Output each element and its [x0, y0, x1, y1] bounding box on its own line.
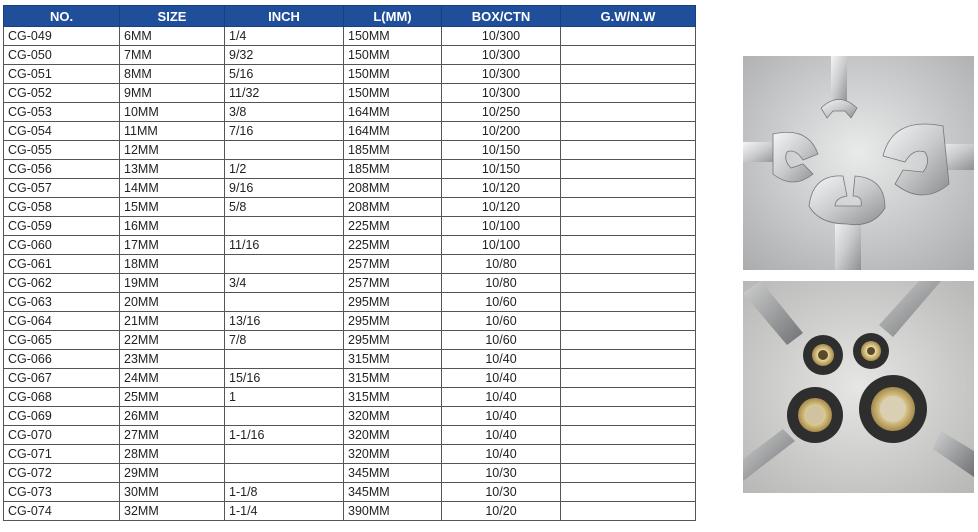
table-body: [4, 27, 696, 521]
cell-inch: 9/32: [225, 46, 344, 65]
header-length: L(MM): [344, 6, 442, 27]
cell-length: 295MM: [344, 293, 442, 312]
cell-length: 225MM: [344, 217, 442, 236]
cell-weight: [561, 483, 696, 502]
cell-box-ctn: 10/150: [442, 141, 561, 160]
table-row: [4, 179, 696, 198]
cell-weight: [561, 312, 696, 331]
cell-inch: [225, 350, 344, 369]
cell-size: 28MM: [120, 445, 225, 464]
cell-size: 18MM: [120, 255, 225, 274]
cell-length: 390MM: [344, 502, 442, 521]
cell-weight: [561, 217, 696, 236]
cell-inch: [225, 255, 344, 274]
cell-box-ctn: 10/150: [442, 160, 561, 179]
cell-no: CG-061: [4, 255, 120, 274]
cell-weight: [561, 122, 696, 141]
table-row: [4, 198, 696, 217]
cell-size: 14MM: [120, 179, 225, 198]
cell-size: 29MM: [120, 464, 225, 483]
cell-no: CG-074: [4, 502, 120, 521]
cell-box-ctn: 10/120: [442, 179, 561, 198]
cell-no: CG-051: [4, 65, 120, 84]
cell-no: CG-065: [4, 331, 120, 350]
table-row: [4, 502, 696, 521]
table-row: [4, 464, 696, 483]
cell-inch: [225, 293, 344, 312]
table-row: [4, 160, 696, 179]
cell-box-ctn: 10/300: [442, 84, 561, 103]
cell-weight: [561, 46, 696, 65]
cell-no: CG-072: [4, 464, 120, 483]
cell-inch: [225, 464, 344, 483]
table-row: [4, 27, 696, 46]
cell-no: CG-057: [4, 179, 120, 198]
cell-size: 6MM: [120, 27, 225, 46]
cell-size: 21MM: [120, 312, 225, 331]
cell-box-ctn: 10/30: [442, 483, 561, 502]
cell-no: CG-070: [4, 426, 120, 445]
cell-length: 345MM: [344, 464, 442, 483]
cell-inch: 7/8: [225, 331, 344, 350]
cell-length: 150MM: [344, 27, 442, 46]
cell-size: 7MM: [120, 46, 225, 65]
table-row: [4, 445, 696, 464]
cell-length: 225MM: [344, 236, 442, 255]
cell-box-ctn: 10/100: [442, 217, 561, 236]
cell-weight: [561, 369, 696, 388]
table-header-row: [4, 6, 696, 27]
cell-no: CG-068: [4, 388, 120, 407]
cell-inch: 9/16: [225, 179, 344, 198]
table-row: [4, 407, 696, 426]
cell-no: CG-050: [4, 46, 120, 65]
cell-weight: [561, 236, 696, 255]
cell-no: CG-059: [4, 217, 120, 236]
cell-inch: 1-1/16: [225, 426, 344, 445]
cell-weight: [561, 426, 696, 445]
header-inch: INCH: [225, 6, 344, 27]
cell-size: 12MM: [120, 141, 225, 160]
cell-inch: [225, 445, 344, 464]
cell-length: 185MM: [344, 141, 442, 160]
cell-size: 13MM: [120, 160, 225, 179]
cell-inch: 13/16: [225, 312, 344, 331]
cell-no: CG-060: [4, 236, 120, 255]
cell-weight: [561, 388, 696, 407]
cell-weight: [561, 293, 696, 312]
cell-size: 26MM: [120, 407, 225, 426]
cell-length: 320MM: [344, 407, 442, 426]
cell-box-ctn: 10/40: [442, 426, 561, 445]
cell-size: 23MM: [120, 350, 225, 369]
cell-weight: [561, 350, 696, 369]
cell-no: CG-067: [4, 369, 120, 388]
cell-no: CG-066: [4, 350, 120, 369]
cell-weight: [561, 198, 696, 217]
cell-weight: [561, 84, 696, 103]
cell-no: CG-071: [4, 445, 120, 464]
cell-weight: [561, 502, 696, 521]
cell-inch: 3/4: [225, 274, 344, 293]
table-row: [4, 217, 696, 236]
cell-length: 150MM: [344, 84, 442, 103]
cell-weight: [561, 179, 696, 198]
cell-no: CG-052: [4, 84, 120, 103]
table-row: [4, 426, 696, 445]
cell-length: 320MM: [344, 426, 442, 445]
cell-length: 295MM: [344, 331, 442, 350]
cell-weight: [561, 445, 696, 464]
cell-inch: 1/2: [225, 160, 344, 179]
cell-length: 208MM: [344, 198, 442, 217]
table-row: [4, 331, 696, 350]
cell-length: 320MM: [344, 445, 442, 464]
table-row: [4, 65, 696, 84]
cell-size: 30MM: [120, 483, 225, 502]
cell-inch: 11/32: [225, 84, 344, 103]
cell-size: 8MM: [120, 65, 225, 84]
table-row: [4, 141, 696, 160]
header-weight: G.W/N.W: [561, 6, 696, 27]
table-row: [4, 84, 696, 103]
cell-size: 20MM: [120, 293, 225, 312]
cell-weight: [561, 407, 696, 426]
table-row: [4, 255, 696, 274]
cell-inch: 1-1/8: [225, 483, 344, 502]
table-row: [4, 293, 696, 312]
cell-box-ctn: 10/250: [442, 103, 561, 122]
table-row: [4, 369, 696, 388]
cell-size: 11MM: [120, 122, 225, 141]
cell-box-ctn: 10/80: [442, 274, 561, 293]
cell-box-ctn: 10/300: [442, 27, 561, 46]
cell-weight: [561, 464, 696, 483]
spec-table: [3, 5, 696, 521]
cell-inch: 7/16: [225, 122, 344, 141]
cell-size: 9MM: [120, 84, 225, 103]
cell-box-ctn: 10/300: [442, 65, 561, 84]
cell-box-ctn: 10/60: [442, 331, 561, 350]
header-box-ctn: BOX/CTN: [442, 6, 561, 27]
cell-weight: [561, 141, 696, 160]
cell-length: 185MM: [344, 160, 442, 179]
cell-size: 17MM: [120, 236, 225, 255]
cell-length: 164MM: [344, 122, 442, 141]
cell-inch: 5/16: [225, 65, 344, 84]
cell-box-ctn: 10/40: [442, 407, 561, 426]
table-row: [4, 103, 696, 122]
cell-length: 150MM: [344, 46, 442, 65]
cell-size: 27MM: [120, 426, 225, 445]
cell-size: 25MM: [120, 388, 225, 407]
table-row: [4, 312, 696, 331]
table-row: [4, 274, 696, 293]
cell-size: 22MM: [120, 331, 225, 350]
table-row: [4, 483, 696, 502]
cell-no: CG-055: [4, 141, 120, 160]
cell-size: 10MM: [120, 103, 225, 122]
cell-inch: 15/16: [225, 369, 344, 388]
table-row: [4, 122, 696, 141]
cell-weight: [561, 65, 696, 84]
ratchet-wrench-photo: [743, 281, 974, 493]
cell-no: CG-049: [4, 27, 120, 46]
cell-no: CG-064: [4, 312, 120, 331]
table-row: [4, 236, 696, 255]
cell-size: 19MM: [120, 274, 225, 293]
cell-no: CG-069: [4, 407, 120, 426]
cell-length: 257MM: [344, 255, 442, 274]
cell-inch: 1: [225, 388, 344, 407]
cell-box-ctn: 10/40: [442, 369, 561, 388]
cell-weight: [561, 27, 696, 46]
cell-box-ctn: 10/80: [442, 255, 561, 274]
cell-no: CG-058: [4, 198, 120, 217]
table-row: [4, 350, 696, 369]
cell-length: 315MM: [344, 369, 442, 388]
cell-weight: [561, 331, 696, 350]
cell-weight: [561, 160, 696, 179]
cell-inch: 3/8: [225, 103, 344, 122]
table-row: [4, 388, 696, 407]
open-end-wrench-photo: [743, 56, 974, 270]
cell-inch: 5/8: [225, 198, 344, 217]
cell-no: CG-056: [4, 160, 120, 179]
cell-box-ctn: 10/200: [442, 122, 561, 141]
cell-inch: 1/4: [225, 27, 344, 46]
cell-inch: [225, 407, 344, 426]
header-size: SIZE: [120, 6, 225, 27]
cell-inch: 1-1/4: [225, 502, 344, 521]
cell-no: CG-073: [4, 483, 120, 502]
cell-no: CG-054: [4, 122, 120, 141]
cell-box-ctn: 10/60: [442, 293, 561, 312]
cell-weight: [561, 274, 696, 293]
cell-length: 164MM: [344, 103, 442, 122]
cell-size: 32MM: [120, 502, 225, 521]
cell-length: 257MM: [344, 274, 442, 293]
cell-no: CG-063: [4, 293, 120, 312]
cell-box-ctn: 10/120: [442, 198, 561, 217]
cell-weight: [561, 103, 696, 122]
cell-no: CG-053: [4, 103, 120, 122]
cell-inch: 11/16: [225, 236, 344, 255]
cell-box-ctn: 10/60: [442, 312, 561, 331]
cell-length: 315MM: [344, 350, 442, 369]
cell-inch: [225, 141, 344, 160]
header-no: NO.: [4, 6, 120, 27]
cell-box-ctn: 10/20: [442, 502, 561, 521]
cell-length: 315MM: [344, 388, 442, 407]
cell-weight: [561, 255, 696, 274]
cell-box-ctn: 10/40: [442, 388, 561, 407]
cell-inch: [225, 217, 344, 236]
cell-length: 208MM: [344, 179, 442, 198]
table-row: [4, 46, 696, 65]
cell-box-ctn: 10/30: [442, 464, 561, 483]
cell-no: CG-062: [4, 274, 120, 293]
cell-length: 295MM: [344, 312, 442, 331]
cell-box-ctn: 10/100: [442, 236, 561, 255]
cell-length: 150MM: [344, 65, 442, 84]
cell-length: 345MM: [344, 483, 442, 502]
cell-size: 24MM: [120, 369, 225, 388]
cell-box-ctn: 10/40: [442, 350, 561, 369]
cell-size: 15MM: [120, 198, 225, 217]
cell-box-ctn: 10/300: [442, 46, 561, 65]
cell-size: 16MM: [120, 217, 225, 236]
cell-box-ctn: 10/40: [442, 445, 561, 464]
